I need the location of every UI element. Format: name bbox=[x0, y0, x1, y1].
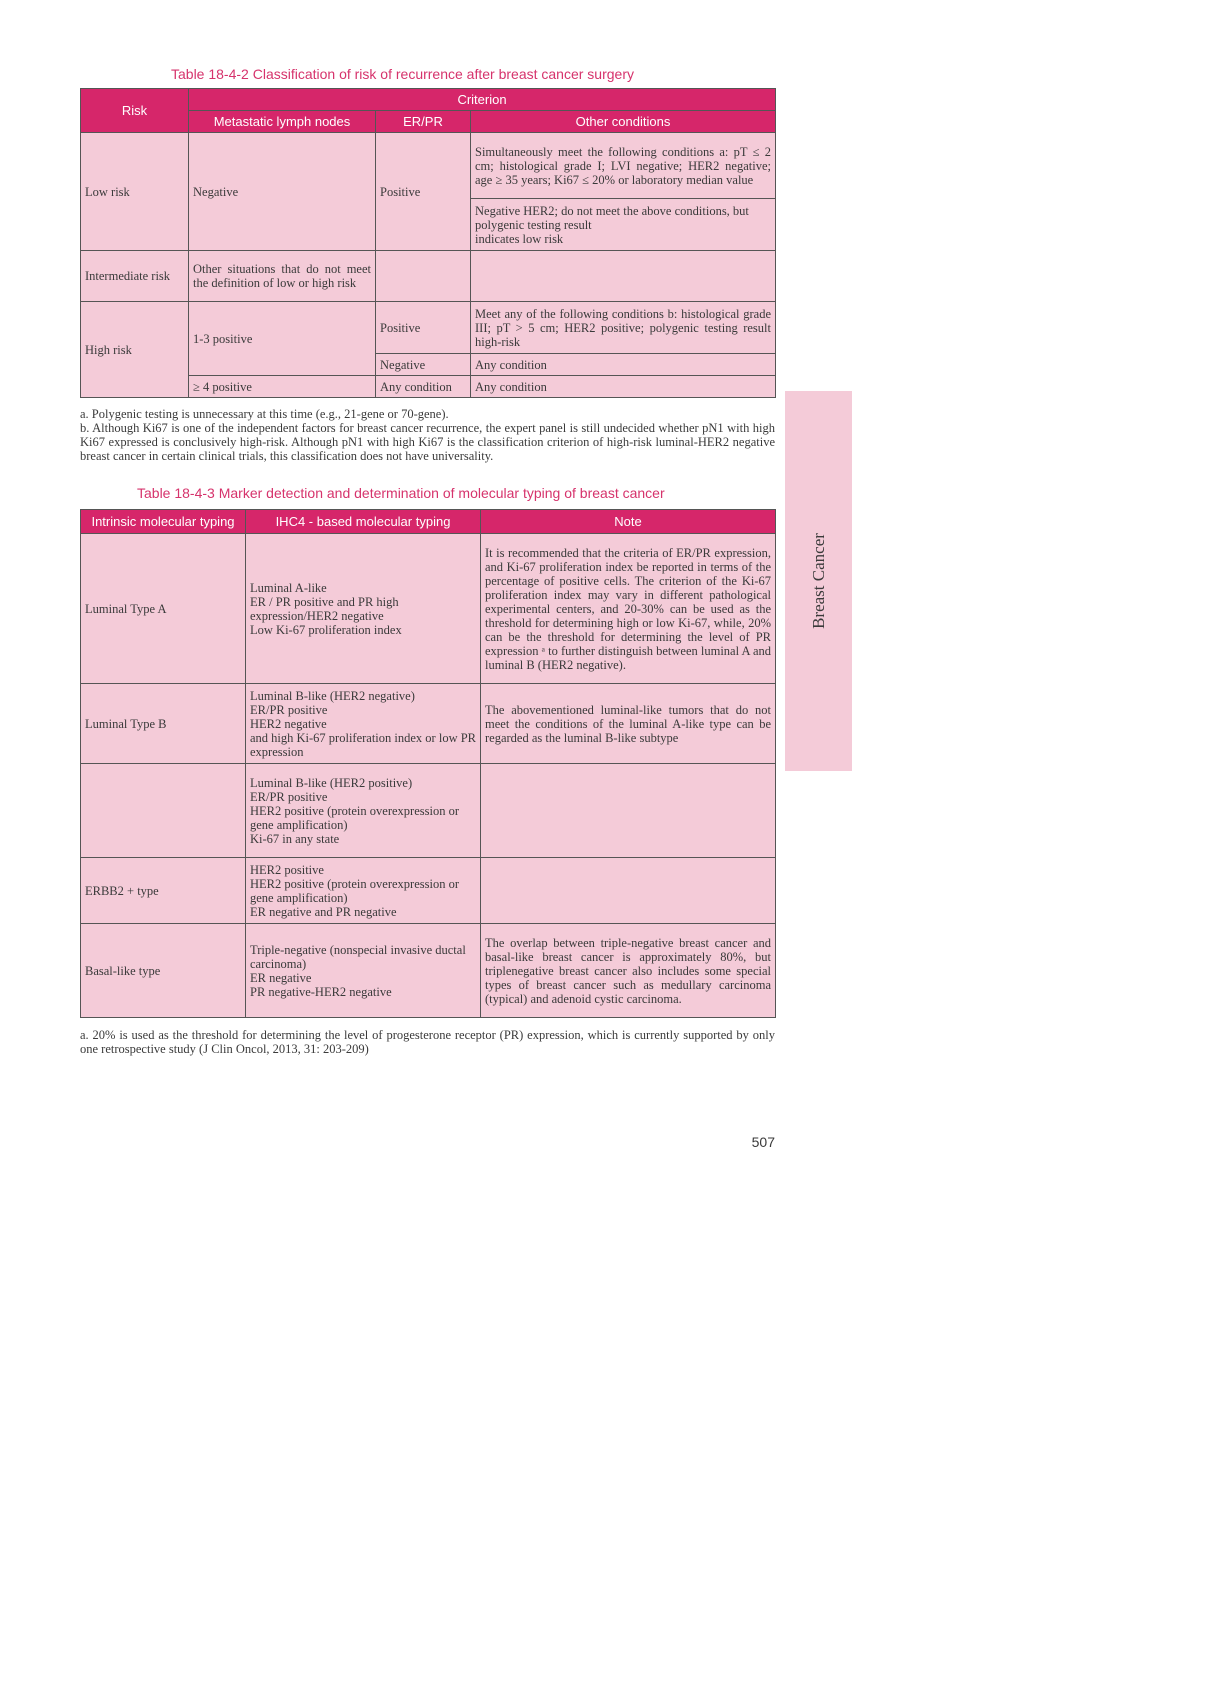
intermediate-risk-er-pr bbox=[376, 251, 471, 302]
table-row bbox=[81, 534, 776, 684]
table1-title: Table 18-4-2 Classification of risk of recurrence after breast cancer surgery bbox=[171, 66, 634, 82]
high-risk-er-pr-any: Any condition bbox=[376, 376, 471, 398]
chapter-side-tab bbox=[785, 391, 852, 771]
table-row bbox=[81, 764, 776, 858]
header-other-conditions: Other conditions bbox=[471, 111, 776, 133]
high-risk-condition-2: Any condition bbox=[471, 354, 776, 376]
row-low-risk-label: Low risk bbox=[81, 133, 189, 251]
ihc4-cell: Luminal B-like (HER2 negative) ER/PR positive HER2 negative and high Ki-67 proliferation index or low PR expression bbox=[246, 684, 481, 764]
ihc4-cell: HER2 positive HER2 positive (protein overexpression or gene amplification) ER negative and PR negative bbox=[246, 858, 481, 924]
high-risk-condition-3: Any condition bbox=[471, 376, 776, 398]
low-risk-lymph-nodes: Negative bbox=[189, 133, 376, 251]
header-risk: Risk bbox=[81, 89, 189, 133]
ihc4-cell: Luminal A-like ER / PR positive and PR high expression/HER2 negative Low Ki-67 proliferation index bbox=[246, 534, 481, 684]
molecular-typing-table bbox=[80, 509, 776, 1018]
risk-classification-table bbox=[80, 88, 776, 398]
table2-footnotes bbox=[80, 1028, 775, 1056]
high-risk-lymph-nodes-1-3: 1-3 positive bbox=[189, 302, 376, 376]
chapter-side-tab-label: Breast Cancer bbox=[808, 533, 828, 629]
table1-footnote-a: a. Polygenic testing is unnecessary at this time (e.g., 21-gene or 70-gene). bbox=[80, 407, 449, 421]
intermediate-risk-condition bbox=[471, 251, 776, 302]
note-cell: The overlap between triple-negative breast cancer and basal-like breast cancer is approximately 80%, but triplenegative breast cancer also includes some special types of breast cancer such as medullary carcinoma (typical) and adenoid cystic carcinoma. bbox=[481, 924, 776, 1018]
note-cell bbox=[481, 858, 776, 924]
table1-footnote-b: b. Although Ki67 is one of the independent factors for breast cancer recurrence, the expert panel is still undecided whether pN1 with high Ki67 expressed is conclusively high-risk. Although pN1 with high Ki67 is the classification criterion of high-risk luminal-HER2 negative breast cancer in certain clinical trials, this classification does not have universality. bbox=[80, 421, 775, 463]
note-cell: It is recommended that the criteria of ER/PR expression, and Ki-67 proliferation index be reported in terms of the percentage of positive cells. The criterion of the Ki-67 proliferation index may vary in different pathological experimental centers, and 20-30% can be used as the threshold for determining high or low Ki-67, while, 20% can be the threshold for determining the level of PR expression ᵃ to further distinguish between luminal A and luminal B (HER2 negative). bbox=[481, 534, 776, 684]
row-intermediate-risk-label: Intermediate risk bbox=[81, 251, 189, 302]
low-risk-er-pr: Positive bbox=[376, 133, 471, 251]
table-row bbox=[81, 924, 776, 1018]
header-note: Note bbox=[481, 510, 776, 534]
high-risk-er-pr-positive: Positive bbox=[376, 302, 471, 354]
table-row bbox=[81, 858, 776, 924]
page-number: 507 bbox=[751, 1134, 775, 1150]
table2-footnote-a: a. 20% is used as the threshold for determining the level of progesterone receptor (PR) expression, which is currently supported by only one retrospective study (J Clin Oncol, 2013, 31: 203-209) bbox=[80, 1028, 775, 1056]
high-risk-condition-1: Meet any of the following conditions b: histological grade III; pT > 5 cm; HER2 positive; polygenic testing result high-risk bbox=[471, 302, 776, 354]
header-criterion: Criterion bbox=[189, 89, 776, 111]
ihc4-cell: Triple-negative (nonspecial invasive ductal carcinoma) ER negative PR negative-HER2 negative bbox=[246, 924, 481, 1018]
high-risk-er-pr-negative: Negative bbox=[376, 354, 471, 376]
intermediate-risk-lymph-nodes: Other situations that do not meet the definition of low or high risk bbox=[189, 251, 376, 302]
row-high-risk-label: High risk bbox=[81, 302, 189, 398]
table-row bbox=[81, 684, 776, 764]
header-lymph-nodes: Metastatic lymph nodes bbox=[189, 111, 376, 133]
intrinsic-cell: Luminal Type A bbox=[81, 534, 246, 684]
high-risk-lymph-nodes-4plus: ≥ 4 positive bbox=[189, 376, 376, 398]
note-cell: The abovementioned luminal-like tumors that do not meet the conditions of the luminal A-like type can be regarded as the luminal B-like subtype bbox=[481, 684, 776, 764]
low-risk-condition-2: Negative HER2; do not meet the above conditions, but polygenic testing result indicates low risk bbox=[471, 199, 776, 251]
intrinsic-cell bbox=[81, 764, 246, 858]
note-cell bbox=[481, 764, 776, 858]
intrinsic-cell: Luminal Type B bbox=[81, 684, 246, 764]
low-risk-condition-1: Simultaneously meet the following conditions a: pT ≤ 2 cm; histological grade I; LVI negative; HER2 negative; age ≥ 35 years; Ki67 ≤ 20% or laboratory median value bbox=[471, 133, 776, 199]
intrinsic-cell: Basal-like type bbox=[81, 924, 246, 1018]
intrinsic-cell: ERBB2 + type bbox=[81, 858, 246, 924]
header-er-pr: ER/PR bbox=[376, 111, 471, 133]
table1-footnotes bbox=[80, 407, 775, 463]
ihc4-cell: Luminal B-like (HER2 positive) ER/PR positive HER2 positive (protein overexpression or gene amplification) Ki-67 in any state bbox=[246, 764, 481, 858]
header-intrinsic-typing: Intrinsic molecular typing bbox=[81, 510, 246, 534]
table2-title: Table 18-4-3 Marker detection and determination of molecular typing of breast cancer bbox=[137, 485, 665, 501]
header-ihc4-typing: IHC4 - based molecular typing bbox=[246, 510, 481, 534]
